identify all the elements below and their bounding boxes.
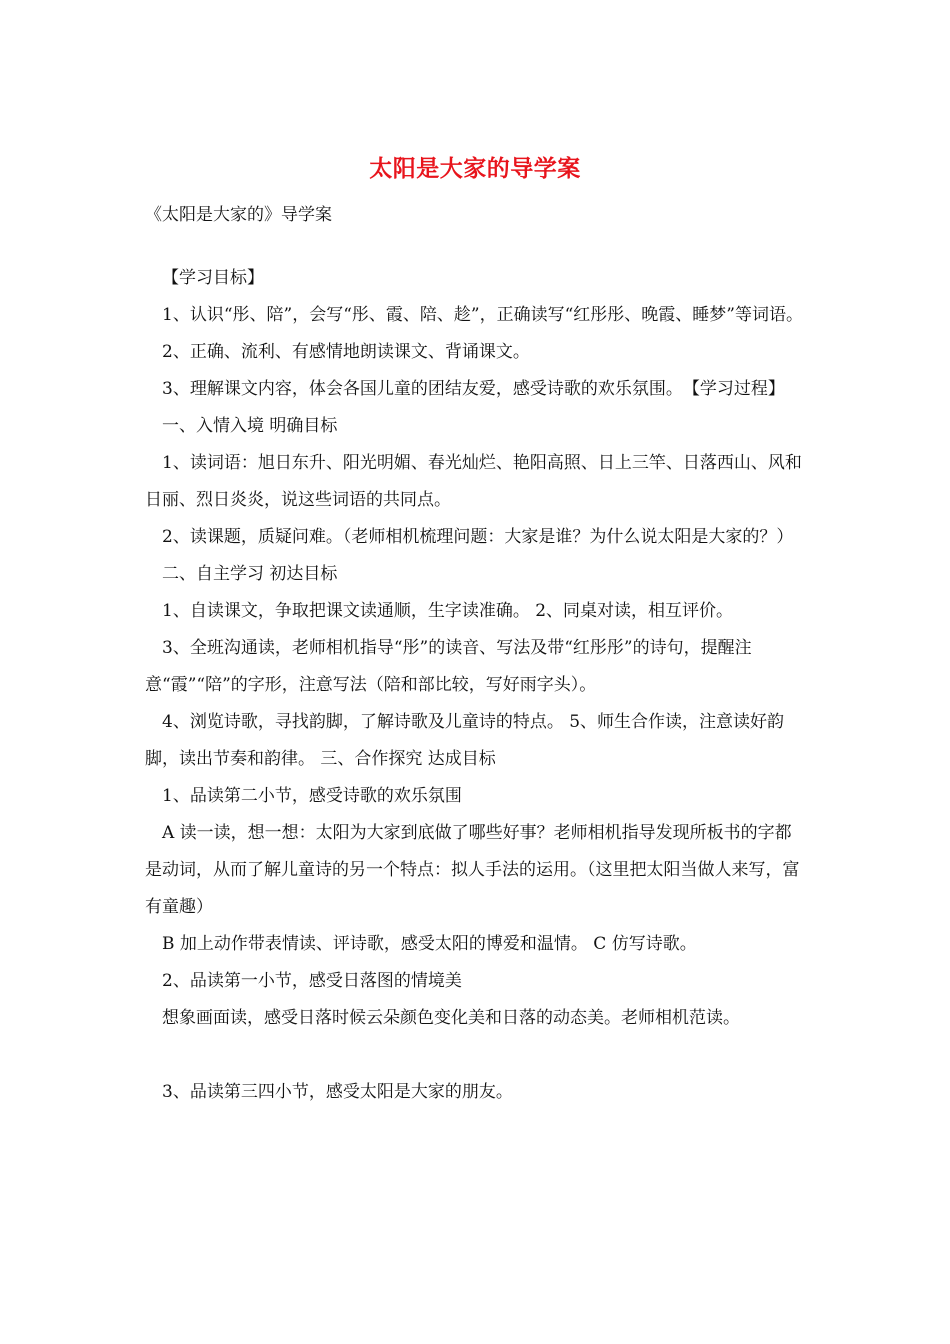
paragraph: 1、自读课文，争取把课文读通顺，生字读准确。 2、同桌对读，相互评价。 (162, 601, 734, 621)
document-body (145, 260, 807, 1111)
paragraph: 4、浏览诗歌，寻找韵脚，了解诗歌及儿童诗的特点。 5、师生合作读，注意读好韵脚，读出节奏和韵律。 三、合作探究 达成目标 (145, 712, 785, 769)
paragraph: 1、品读第二小节，感受诗歌的欢乐氛围 (162, 786, 462, 806)
paragraph: 3、品读第三四小节，感受太阳是大家的朋友。 (162, 1082, 513, 1102)
paragraph: 2、正确、流利、有感情地朗读课文、背诵课文。 (162, 342, 530, 362)
document-subtitle: 《太阳是大家的》导学案 (145, 205, 332, 225)
section-heading-objectives: 【学习目标】 (162, 268, 264, 288)
paragraph: 想象画面读，感受日落时候云朵颜色变化美和日落的动态美。老师相机范读。 (162, 1008, 740, 1028)
paragraph: B 加上动作带表情读、评诗歌，感受太阳的博爱和温情。 C 仿写诗歌。 (162, 934, 697, 954)
paragraph: 3、全班沟通读，老师相机指导“彤”的读音、写法及带“红彤彤”的诗句，提醒注意“霞”“陪”的字形，注意写法（陪和部比较，写好雨字头）。 (145, 638, 752, 695)
paragraph: 1、读词语：旭日东升、阳光明媚、春光灿烂、艳阳高照、日上三竿、日落西山、风和日丽、烈日炎炎，说这些词语的共同点。 (145, 453, 802, 510)
document-title: 太阳是大家的导学案 (369, 155, 581, 182)
blank-line (145, 1037, 807, 1074)
section-heading: 二、自主学习 初达目标 (162, 564, 338, 584)
paragraph: 3、理解课文内容，体会各国儿童的团结友爱，感受诗歌的欢乐氛围。 【学习过程】 (162, 379, 785, 399)
paragraph: A 读一读，想一想：太阳为大家到底做了哪些好事？老师相机指导发现所板书的字都是动词，从而了解儿童诗的另一个特点：拟人手法的运用。（这里把太阳当做人来写，富有童趣） (145, 823, 800, 917)
paragraph: 1、认识“彤、陪”，会写“彤、霞、陪、趁”，正确读写“红彤彤、晚霞、睡梦”等词语。 (162, 305, 803, 325)
paragraph: 2、品读第一小节，感受日落图的情境美 (162, 971, 462, 991)
section-heading: 一、入情入境 明确目标 (162, 416, 338, 436)
paragraph: 2、读课题，质疑问难。（老师相机梳理问题：大家是谁？为什么说太阳是大家的？） (162, 527, 794, 547)
